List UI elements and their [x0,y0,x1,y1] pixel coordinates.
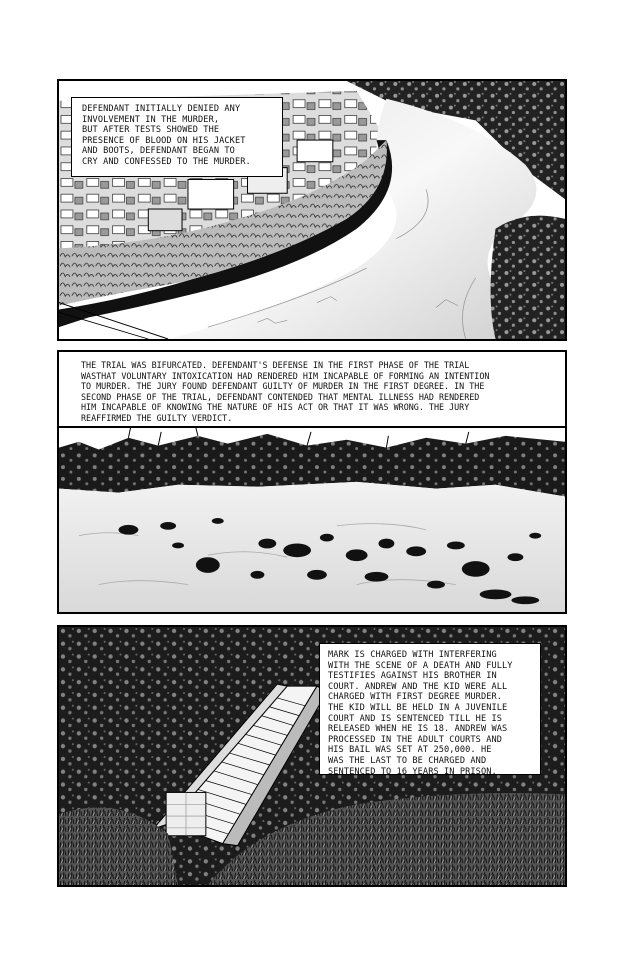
caption-line: SECOND PHASE OF THE TRIAL, DEFENDANT CONTENDED THAT MENTAL ILLNESS HAD RENDERED [81,391,480,402]
caption-line: HIM INCAPABLE OF KNOWING THE NATURE OF HIS ACT OR THAT IT WAS WRONG. THE JURY [81,402,470,413]
caption-line: THE TRIAL WAS BIFURCATED. DEFENDANT'S DEFENSE IN THE FIRST PHASE OF THE TRIAL [81,360,470,370]
caption-line: COURT AND IS SENTENCED TILL HE IS [328,713,503,724]
rocky-river-illustration [59,428,565,612]
caption-line: WAS THE LAST TO BE CHARGED AND [328,755,487,766]
caption-line: TO MURDER. THE JURY FOUND DEFENDANT GUILTY OF MURDER IN THE FIRST DEGREE. IN THE [81,381,485,392]
caption-line: COURT. ANDREW AND THE KID WERE ALL [328,681,508,692]
comic-panel-river-town [57,79,567,341]
caption-line: BUT AFTER TESTS SHOWED THE [82,125,220,136]
comic-panel-stairs [57,625,567,887]
caption-line: PROCESSED IN THE ADULT COURTS AND [328,734,503,745]
narration-caption [319,643,541,775]
caption-line: MARK IS CHARGED WITH INTERFERING [328,650,497,660]
caption-line: DEFENDANT INITIALLY DENIED ANY [82,104,241,114]
trial-narration-caption [57,350,567,428]
narration-caption [71,97,283,177]
caption-line: WITH THE SCENE OF A DEATH AND FULLY [328,660,513,671]
caption-line: HIS BAIL WAS SET AT 250,000. HE [328,745,492,756]
caption-line: INVOLVEMENT IN THE MURDER, [82,114,220,125]
comic-panel-rocky-river [57,426,567,614]
caption-line: SENTENCED TO 16 YEARS IN PRISON. [328,766,497,777]
caption-line: TESTIFIES AGAINST HIS BROTHER IN [328,671,497,682]
caption-line: REAFFIRMED THE GUILTY VERDICT. [81,412,233,423]
caption-line: WASTHAT VOLUNTARY INTOXICATION HAD RENDERED HIM INCAPABLE OF FORMING AN INTENTION [81,370,490,381]
caption-line: AND BOOTS, DEFENDANT BEGAN TO [82,146,235,157]
caption-line: THE KID WILL BE HELD IN A JUVENILE [328,702,508,713]
caption-line: CHARGED WITH FIRST DEGREE MURDER. [328,692,503,703]
caption-line: CRY AND CONFESSED TO THE MURDER. [82,156,251,167]
caption-line: PRESENCE OF BLOOD ON HIS JACKET [82,135,246,146]
caption-line: RELEASED WHEN HE IS 18. ANDREW WAS [328,724,508,735]
